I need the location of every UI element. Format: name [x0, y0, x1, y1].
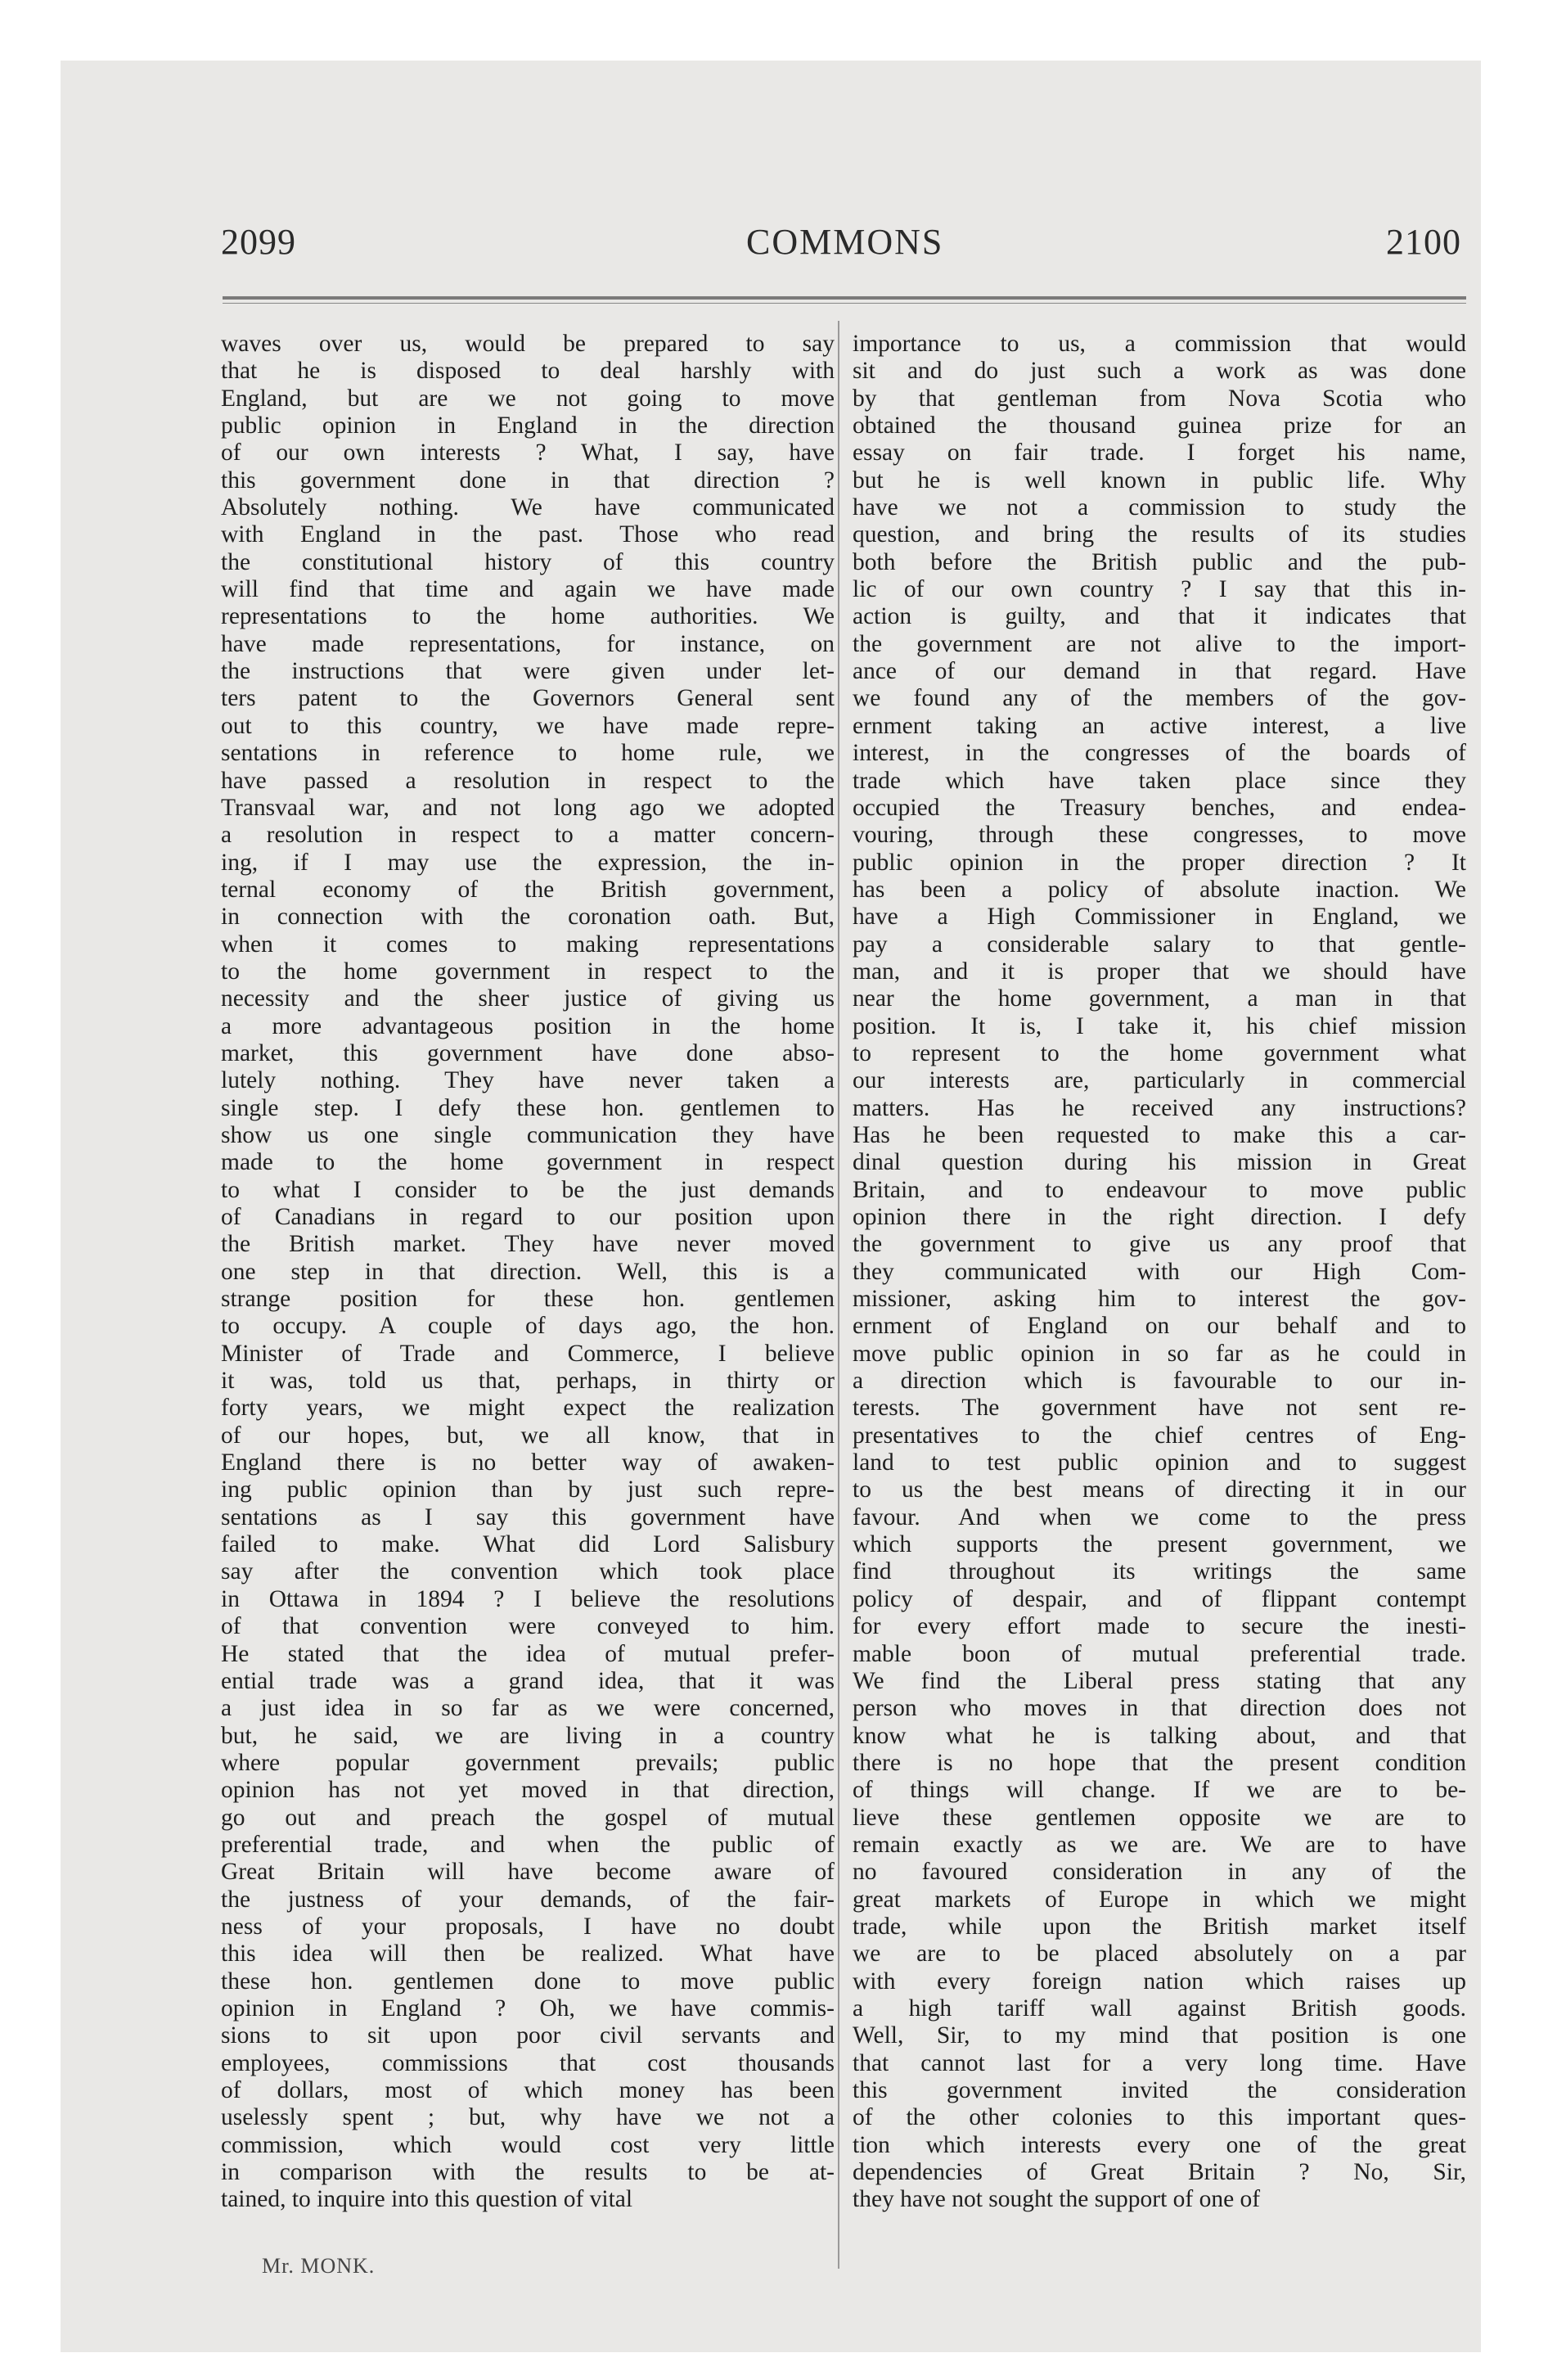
text-line: great markets of Europe in which we might: [853, 1886, 1466, 1913]
text-line: when it comes to making representations: [221, 931, 835, 958]
text-line: no favoured consideration in any of the: [853, 1859, 1466, 1886]
text-line: with every foreign nation which raises up: [853, 1968, 1466, 1995]
text-line: tion which interests every one of the great: [853, 2131, 1466, 2158]
text-line: in connection with the coronation oath. But,: [221, 904, 835, 931]
text-line: ing, if I may use the expression, the in-: [221, 849, 835, 876]
text-line: our interests are, particularly in commercial: [853, 1067, 1466, 1094]
text-line: vouring, through these congresses, to move: [853, 822, 1466, 849]
text-line: have we not a commission to study the: [853, 494, 1466, 521]
text-line: essay on fair trade. I forget his name,: [853, 439, 1466, 467]
text-line: which supports the present government, we: [853, 1531, 1466, 1558]
text-line: opinion in England ? Oh, we have commis-: [221, 1995, 835, 2022]
text-line: uselessly spent ; but, why have we not a: [221, 2104, 835, 2131]
text-line: the government are not alive to the import-: [853, 630, 1466, 657]
text-line: ernment taking an active interest, a live: [853, 712, 1466, 739]
text-line: have made representations, for instance, on: [221, 630, 835, 657]
text-line: move public opinion in so far as he could in: [853, 1340, 1466, 1367]
text-line: public opinion in the proper direction ? It: [853, 849, 1466, 876]
text-line: in Ottawa in 1894 ? I believe the resolutions: [221, 1585, 835, 1612]
text-line: lic of our own country ? I say that this in-: [853, 576, 1466, 603]
text-line: failed to make. What did Lord Salisbury: [221, 1531, 835, 1558]
text-line: favour. And when we come to the press: [853, 1503, 1466, 1530]
text-line: a direction which is favourable to our in-: [853, 1368, 1466, 1395]
text-line: importance to us, a commission that would: [853, 331, 1466, 357]
text-line: missioner, asking him to interest the gov-: [853, 1286, 1466, 1313]
text-line: obtained the thousand guinea prize for an: [853, 412, 1466, 439]
text-line: know what he is talking about, and that: [853, 1722, 1466, 1749]
header-rule: [223, 296, 1466, 300]
text-line: dependencies of Great Britain ? No, Sir,: [853, 2159, 1466, 2186]
text-line: Transvaal war, and not long ago we adopted: [221, 794, 835, 821]
text-line: matters. Has he received any instructions?: [853, 1094, 1466, 1121]
text-line: opinion there in the right direction. I defy: [853, 1204, 1466, 1230]
text-line: find throughout its writings the same: [853, 1558, 1466, 1585]
text-line: this idea will then be realized. What have: [221, 1941, 835, 1968]
text-line: dinal question during his mission in Great: [853, 1149, 1466, 1176]
text-line: we found any of the members of the gov-: [853, 685, 1466, 712]
text-line: person who moves in that direction does not: [853, 1695, 1466, 1722]
text-line: lieve these gentlemen opposite we are to: [853, 1804, 1466, 1831]
text-line: tained, to inquire into this question of vital: [221, 2186, 633, 2213]
text-line: this government done in that direction ?: [221, 467, 835, 494]
column-divider: [838, 321, 839, 2269]
text-line: out to this country, we have made repre-: [221, 712, 835, 739]
text-line: in comparison with the results to be at-: [221, 2159, 835, 2186]
text-line: opinion has not yet moved in that direction,: [221, 1777, 835, 1804]
text-line: He stated that the idea of mutual prefer-: [221, 1640, 835, 1667]
text-line: to the home government in respect to the: [221, 958, 835, 985]
text-line: remain exactly as we are. We are to have: [853, 1831, 1466, 1858]
text-line: mable boon of mutual preferential trade.: [853, 1640, 1466, 1667]
document-page: [61, 61, 1481, 2352]
text-line: a resolution in respect to a matter concern-: [221, 822, 835, 849]
text-line: sentations as I say this government have: [221, 1503, 835, 1530]
text-line: say after the convention which took place: [221, 1558, 835, 1585]
header-rule-thin: [223, 303, 1466, 304]
text-line: but, he said, we are living in a country: [221, 1722, 835, 1749]
text-line: sentations in reference to home rule, we: [221, 740, 835, 767]
text-line: that he is disposed to deal harshly with: [221, 358, 835, 385]
text-line: of that convention were conveyed to him.: [221, 1613, 835, 1640]
text-line: market, this government have done abso-: [221, 1039, 835, 1066]
text-line: presentatives to the chief centres of Eng-: [853, 1422, 1466, 1449]
text-line: ance of our demand in that regard. Have: [853, 658, 1466, 685]
right-column: [853, 331, 1466, 2214]
text-line: a high tariff wall against British goods.: [853, 1995, 1466, 2022]
text-line: but he is well known in public life. Why: [853, 467, 1466, 494]
text-line: the justness of your demands, of the fair-: [221, 1886, 835, 1913]
text-line: ential trade was a grand idea, that it was: [221, 1667, 835, 1694]
text-line: near the home government, a man in that: [853, 985, 1466, 1012]
text-line: this government invited the consideration: [853, 2077, 1466, 2103]
text-line: strange position for these hon. gentlemen: [221, 1286, 835, 1313]
text-line: to occupy. A couple of days ago, the hon.: [221, 1313, 835, 1340]
text-line: both before the British public and the pub-: [853, 548, 1466, 575]
text-line: one step in that direction. Well, this is a: [221, 1258, 835, 1285]
text-line: Has he been requested to make this a car-: [853, 1121, 1466, 1148]
text-line: to us the best means of directing it in our: [853, 1476, 1466, 1503]
text-line: of our own interests ? What, I say, have: [221, 439, 835, 467]
page-title: COMMONS: [746, 222, 944, 262]
text-line: for every effort made to secure the inesti-: [853, 1613, 1466, 1640]
text-line: of the other colonies to this important ques-: [853, 2104, 1466, 2131]
text-line: England, but are we not going to move: [221, 385, 835, 412]
text-line: terests. The government have not sent re-: [853, 1395, 1466, 1422]
text-line: made to the home government in respect: [221, 1149, 835, 1176]
text-line: these hon. gentlemen done to move public: [221, 1968, 835, 1995]
text-line: go out and preach the gospel of mutual: [221, 1804, 835, 1831]
text-line: necessity and the sheer justice of giving us: [221, 985, 835, 1012]
text-line: Well, Sir, to my mind that position is one: [853, 2022, 1466, 2049]
text-line: has been a policy of absolute inaction. We: [853, 876, 1466, 903]
text-line: by that gentleman from Nova Scotia who: [853, 385, 1466, 412]
text-line: lutely nothing. They have never taken a: [221, 1067, 835, 1094]
text-line: the constitutional history of this country: [221, 548, 835, 575]
text-line: show us one single communication they have: [221, 1121, 835, 1148]
text-line: trade, while upon the British market itself: [853, 1913, 1466, 1940]
text-line: the instructions that were given under let-: [221, 658, 835, 685]
text-line: sions to sit upon poor civil servants and: [221, 2022, 835, 2049]
text-line: policy of despair, and of flippant contempt: [853, 1585, 1466, 1612]
text-line: of our hopes, but, we all know, that in: [221, 1422, 835, 1449]
text-line: to represent to the home government what: [853, 1039, 1466, 1066]
text-line: of things will change. If we are to be-: [853, 1777, 1466, 1804]
text-line: land to test public opinion and to suggest: [853, 1449, 1466, 1476]
text-line: single step. I defy these hon. gentlemen to: [221, 1094, 835, 1121]
text-line: we are to be placed absolutely on a par: [853, 1941, 1466, 1968]
text-line: public opinion in England in the direction: [221, 412, 835, 439]
text-line: that cannot last for a very long time. Have: [853, 2049, 1466, 2076]
text-line: it was, told us that, perhaps, in thirty or: [221, 1368, 835, 1395]
text-line: ness of your proposals, I have no doubt: [221, 1913, 835, 1940]
text-line: Great Britain will have become aware of: [221, 1859, 835, 1886]
text-line: Britain, and to endeavour to move public: [853, 1176, 1466, 1203]
text-line: ters patent to the Governors General sent: [221, 685, 835, 712]
text-line: ernment of England on our behalf and to: [853, 1313, 1466, 1340]
speaker-footer: Mr. MONK.: [262, 2254, 376, 2278]
text-line: trade which have taken place since they: [853, 767, 1466, 794]
text-line: a just idea in so far as we were concerned,: [221, 1695, 835, 1722]
text-line: interest, in the congresses of the boards of: [853, 740, 1466, 767]
text-line: of dollars, most of which money has been: [221, 2077, 835, 2103]
text-line: the government to give us any proof that: [853, 1231, 1466, 1258]
text-line: employees, commissions that cost thousands: [221, 2049, 835, 2076]
text-line: England there is no better way of awaken-: [221, 1449, 835, 1476]
text-line: man, and it is proper that we should have: [853, 958, 1466, 985]
page-number-right: 2100: [1386, 222, 1461, 262]
text-line: sit and do just such a work as was done: [853, 358, 1466, 385]
text-line: We find the Liberal press stating that any: [853, 1667, 1466, 1694]
text-line: forty years, we might expect the realization: [221, 1395, 835, 1422]
text-line: where popular government prevails; public: [221, 1749, 835, 1776]
text-line: ternal economy of the British government,: [221, 876, 835, 903]
text-line: action is guilty, and that it indicates that: [853, 603, 1466, 630]
text-line: commission, which would cost very little: [221, 2131, 835, 2158]
text-line: they communicated with our High Com-: [853, 1258, 1466, 1285]
text-line: the British market. They have never moved: [221, 1231, 835, 1258]
text-line: have passed a resolution in respect to the: [221, 767, 835, 794]
text-line: ing public opinion than by just such repre-: [221, 1476, 835, 1503]
text-line: of Canadians in regard to our position upon: [221, 1204, 835, 1230]
text-line: preferential trade, and when the public of: [221, 1831, 835, 1858]
text-line: there is no hope that the present condition: [853, 1749, 1466, 1776]
page-number-left: 2099: [221, 222, 296, 262]
text-line: will find that time and again we have made: [221, 576, 835, 603]
text-line: pay a considerable salary to that gentle-: [853, 931, 1466, 958]
text-line: representations to the home authorities. We: [221, 603, 835, 630]
text-line: waves over us, would be prepared to say: [221, 331, 835, 357]
text-line: question, and bring the results of its studies: [853, 521, 1466, 548]
text-line: they have not sought the support of one of: [853, 2186, 1261, 2213]
text-line: a more advantageous position in the home: [221, 1012, 835, 1039]
text-line: position. It is, I take it, his chief mission: [853, 1012, 1466, 1039]
text-line: have a High Commissioner in England, we: [853, 904, 1466, 931]
left-column: [221, 331, 835, 2214]
text-line: with England in the past. Those who read: [221, 521, 835, 548]
text-line: Minister of Trade and Commerce, I believe: [221, 1340, 835, 1367]
text-line: to what I consider to be the just demands: [221, 1176, 835, 1203]
text-line: occupied the Treasury benches, and endea-: [853, 794, 1466, 821]
text-line: Absolutely nothing. We have communicated: [221, 494, 835, 521]
